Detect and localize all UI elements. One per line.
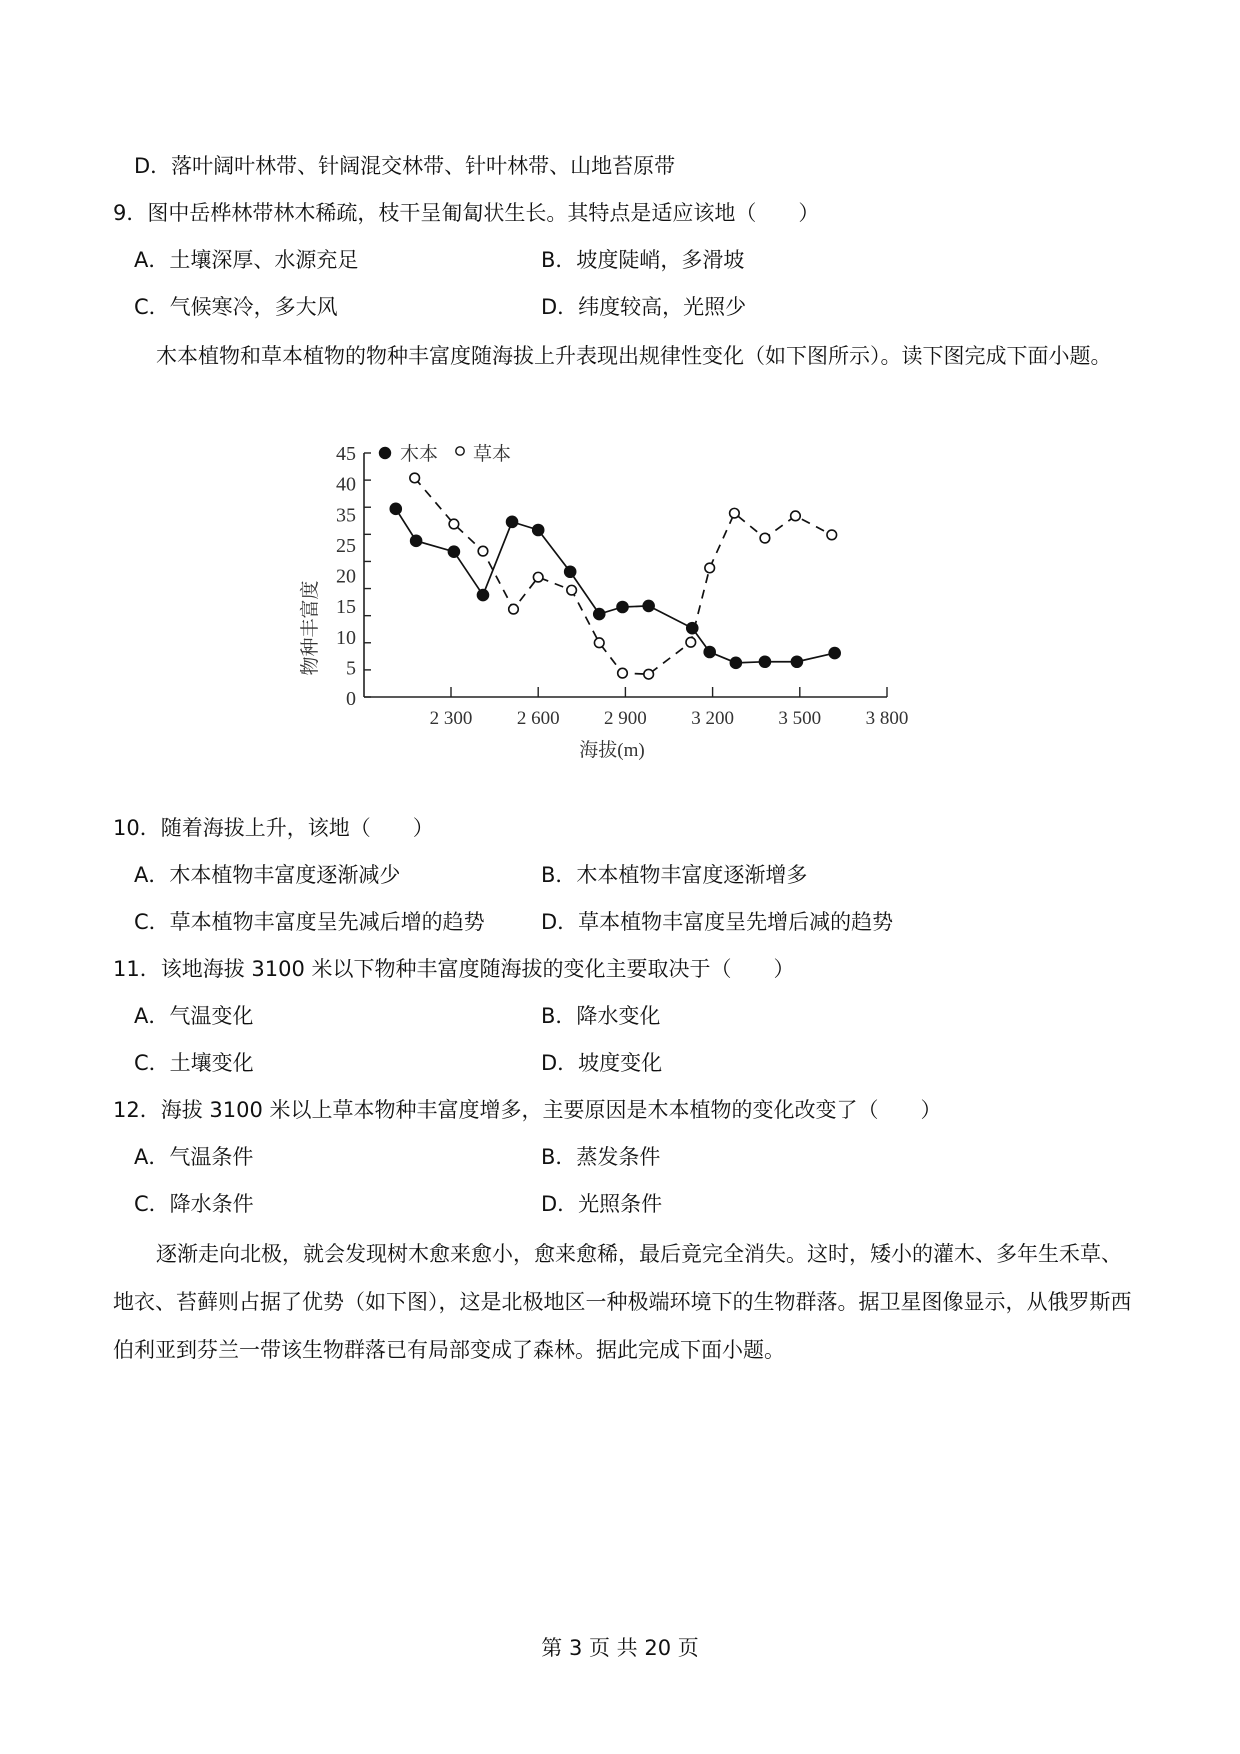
q12-option-d: D．光照条件: [541, 1192, 663, 1216]
herb-data-point: [618, 668, 628, 678]
herb-data-point: [567, 585, 577, 595]
q10-option-a: A．木本植物丰富度逐渐减少: [134, 863, 401, 887]
q8-option-d: D．落叶阔叶林带、针阔混交林带、针叶林带、山地苔原带: [134, 154, 676, 178]
herb-data-point: [686, 637, 696, 647]
herb-data-point: [478, 546, 488, 556]
q9-option-b: B．坡度陡峭，多滑坡: [541, 248, 745, 272]
woody-data-point: [533, 524, 544, 535]
q11-option-a: A．气温变化: [134, 1004, 254, 1028]
x-tick-label: 2 300: [429, 708, 473, 729]
q11-stem: 11．该地海拔 3100 米以下物种丰富度随海拔的变化主要取决于（ ）: [113, 957, 795, 981]
y-tick-label: 25: [336, 534, 356, 557]
herb-data-point: [791, 511, 801, 521]
intro-paragraph-1: 木本植物和草本植物的物种丰富度随海拔上升表现出规律性变化（如下图所示）。读下图完成下面小题。: [156, 344, 1112, 368]
herb-data-point: [449, 519, 459, 529]
q10-option-c: C．草本植物丰富度呈先减后增的趋势: [134, 910, 485, 934]
woody-data-point: [617, 601, 628, 612]
legend-herb-label: 草本: [473, 443, 512, 465]
y-tick-label: 10: [336, 626, 356, 649]
q10-stem: 10．随着海拔上升，该地（ ）: [113, 816, 434, 840]
woody-data-point: [643, 600, 654, 611]
herb-data-point: [509, 604, 519, 614]
chart-axes: [364, 453, 887, 697]
y-tick-label: 5: [346, 657, 356, 680]
woody-data-point: [411, 535, 422, 546]
legend-woody-label: 木本: [400, 443, 439, 465]
intro-paragraph-2: 逐渐走向北极，就会发现树木愈来愈小，愈来愈稀，最后竟完全消失。这时，矮小的灌木、多年生禾草、地衣、苔藓则占据了优势（如下图），这是北极地区一种极端环境下的生物群落。据卫星图像显示，从俄罗斯西伯利亚到芬兰一带该生物群落已有局部变成了森林。据此完成下面小题。: [113, 1242, 1132, 1362]
chart-legend: [380, 443, 512, 465]
legend-woody-marker: [380, 448, 391, 459]
x-tick-label: 3 800: [865, 708, 909, 729]
x-tick-label: 2 900: [604, 708, 647, 729]
q12-stem: 12．海拔 3100 米以上草本物种丰富度增多，主要原因是木本植物的变化改变了（ ）: [113, 1098, 942, 1122]
herb-series-line: [415, 478, 832, 674]
herb-data-point: [827, 530, 837, 540]
y-tick-label: 40: [336, 473, 356, 496]
woody-data-point: [448, 546, 459, 557]
q9-stem: 9．图中岳桦林带林木稀疏，枝干呈匍匐状生长。其特点是适应该地（ ）: [113, 201, 820, 225]
herb-data-point: [410, 473, 420, 483]
x-tick-label: 3 200: [691, 708, 734, 729]
q9-option-d: D．纬度较高，光照少: [541, 295, 747, 319]
legend-herb-marker: [456, 447, 464, 455]
woody-data-point: [477, 590, 488, 601]
y-tick-label: 15: [336, 596, 356, 619]
q12-option-c: C．降水条件: [134, 1192, 254, 1216]
y-tick-label: 35: [336, 504, 356, 527]
q12-option-b: B．蒸发条件: [541, 1145, 661, 1169]
herb-data-point: [644, 669, 654, 679]
woody-data-point: [565, 566, 576, 577]
woody-data-point: [730, 657, 741, 668]
woody-data-point: [759, 656, 770, 667]
q11-option-d: D．坡度变化: [541, 1051, 663, 1075]
q11-option-c: C．土壤变化: [134, 1051, 254, 1075]
q10-option-d: D．草本植物丰富度呈先增后减的趋势: [541, 910, 894, 934]
herb-data-point: [594, 638, 604, 648]
woody-data-point: [704, 646, 715, 657]
q9-option-a: A．土壤深厚、水源充足: [134, 248, 359, 272]
herb-data-point: [705, 563, 715, 573]
y-tick-label: 20: [336, 565, 356, 588]
herb-data-point: [730, 508, 740, 518]
chart-series: [390, 473, 840, 679]
x-tick-label: 2 600: [516, 708, 560, 729]
q11-option-b: B．降水变化: [541, 1004, 661, 1028]
woody-data-point: [390, 503, 401, 514]
x-tick-label: 3 500: [778, 708, 822, 729]
q10-option-b: B．木本植物丰富度逐渐增多: [541, 863, 808, 887]
y-tick-label: 0: [346, 688, 356, 710]
y-axis-label: 物种丰富度: [299, 580, 321, 676]
x-axis-label: 海拔(m): [579, 740, 645, 761]
woody-data-point: [829, 648, 840, 659]
herb-data-point: [760, 533, 770, 543]
woody-data-point: [791, 656, 802, 667]
q12-option-a: A．气温条件: [134, 1145, 254, 1169]
herb-data-point: [533, 572, 543, 582]
species-richness-chart: [0, 430, 1240, 770]
page-footer: 第 3 页 共 20 页: [541, 1636, 699, 1660]
y-tick-label: 45: [336, 443, 356, 465]
woody-data-point: [507, 516, 518, 527]
q9-option-c: C．气候寒冷，多大风: [134, 295, 338, 319]
chart-ticks: [336, 443, 908, 729]
woody-data-point: [594, 609, 605, 620]
